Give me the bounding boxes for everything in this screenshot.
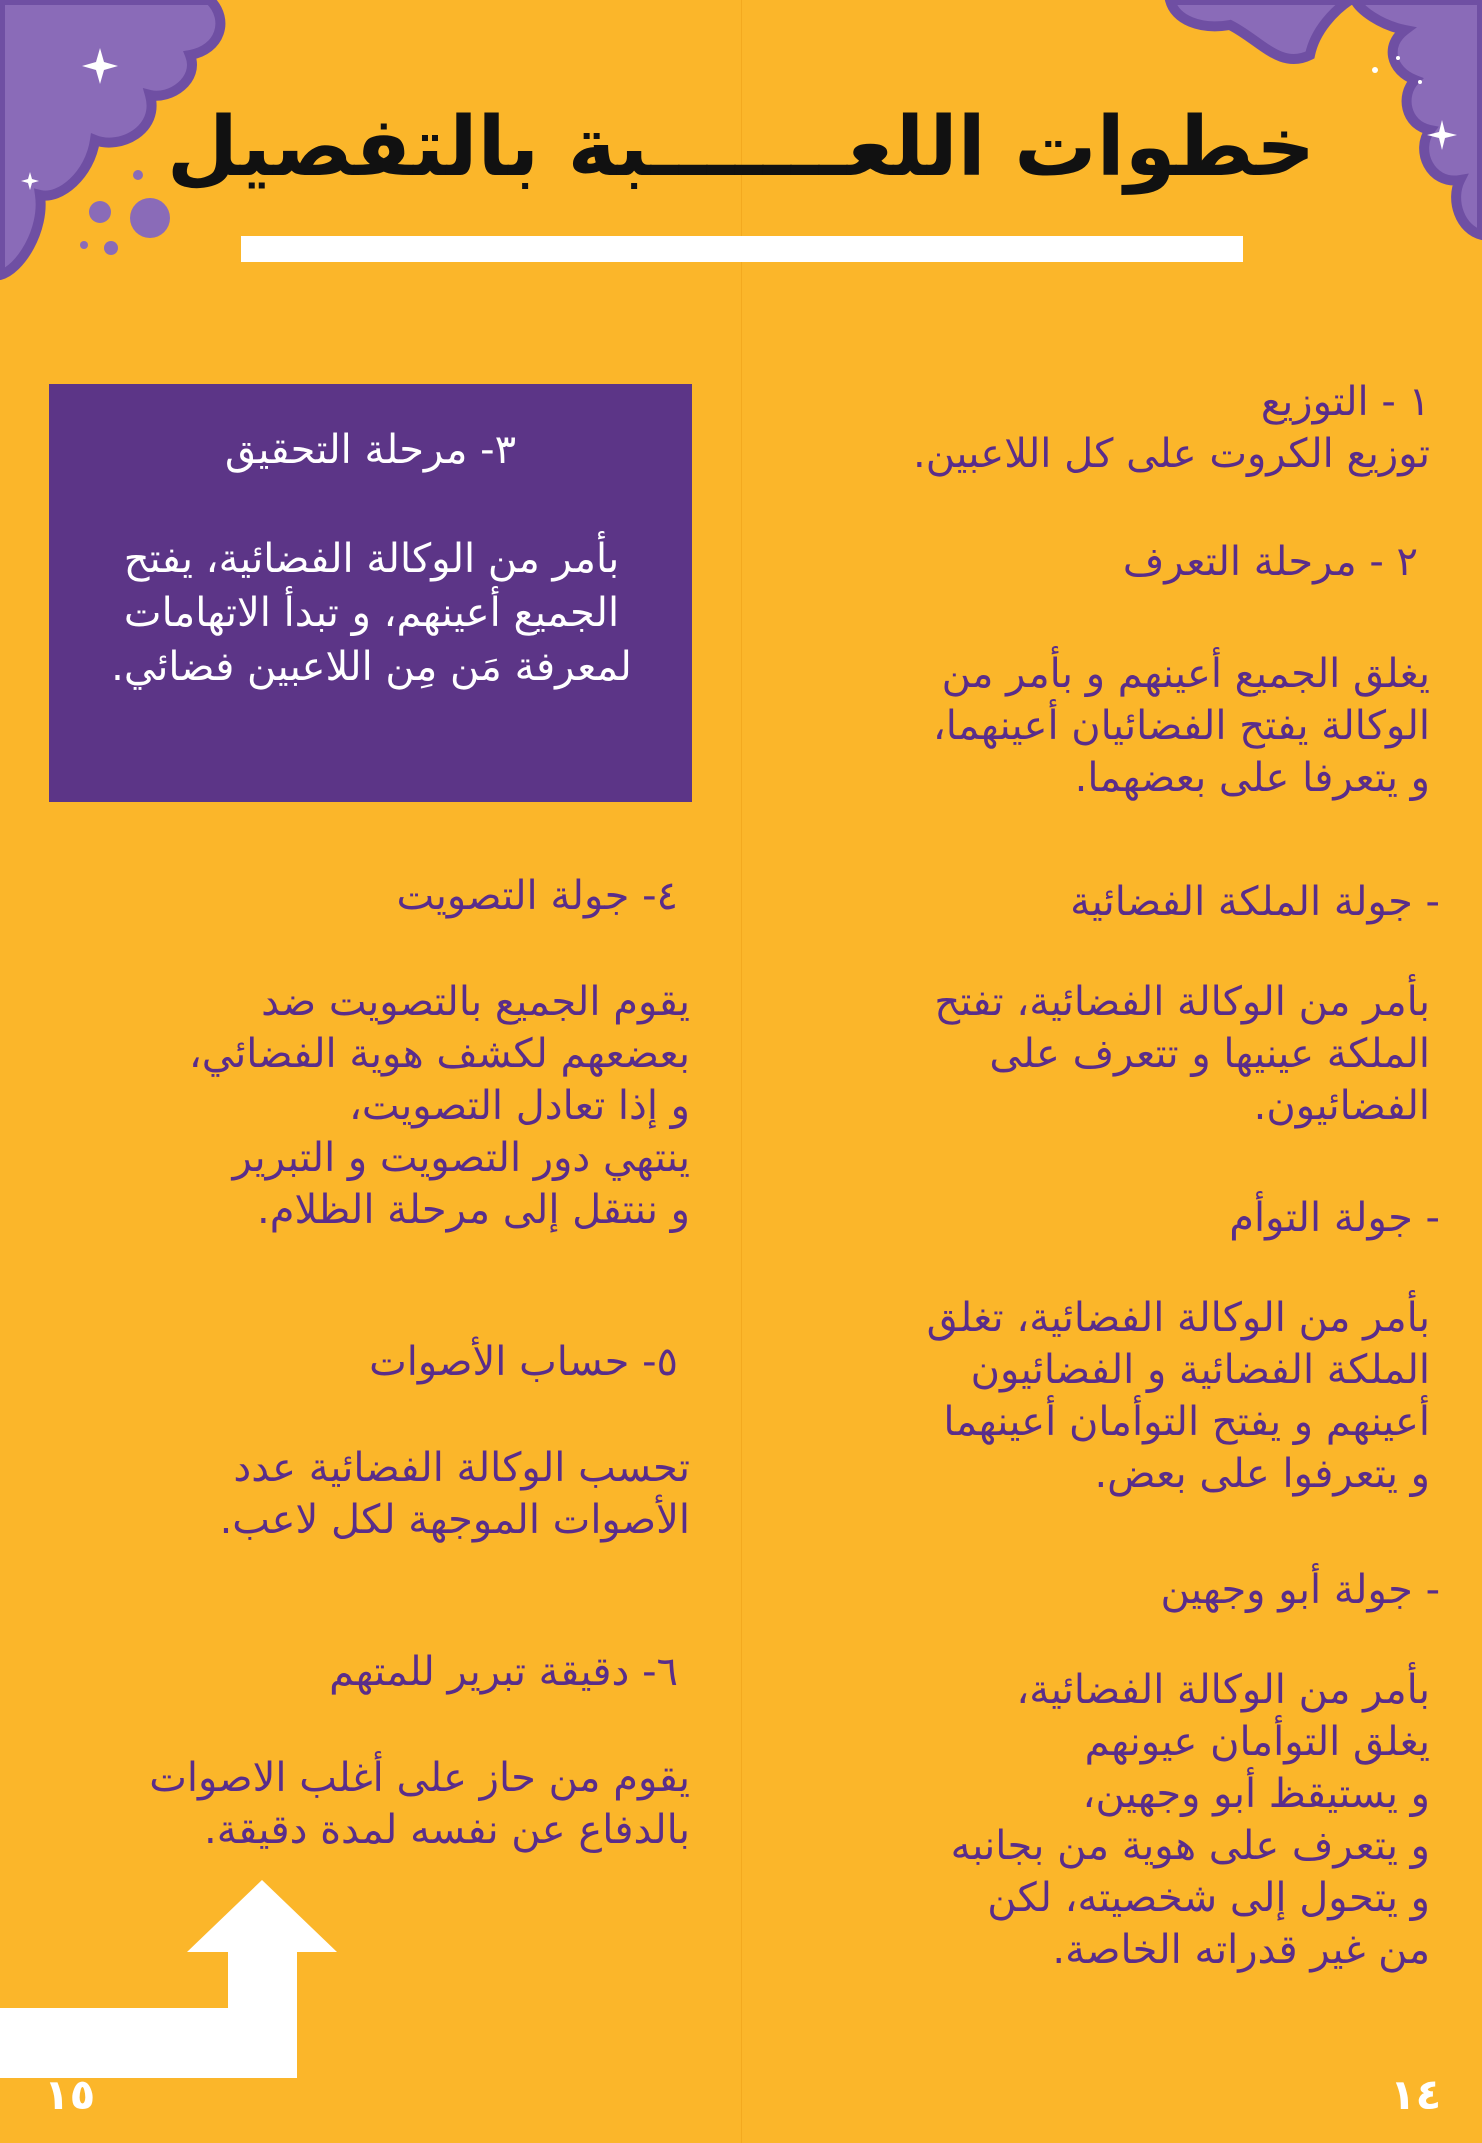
two-face-round-heading: - جولة أبو وجهين xyxy=(1160,1567,1440,1613)
step-6-heading: ٦- دقيقة تبرير للمتهم xyxy=(329,1649,678,1695)
step-1-block xyxy=(860,376,1430,480)
queen-round-heading: - جولة الملكة الفضائية xyxy=(1070,879,1440,925)
page-number-right: ١٤ xyxy=(1390,2070,1442,2119)
up-arrow-icon xyxy=(0,1878,340,2078)
page-number-left: ١٥ xyxy=(44,2070,96,2119)
step-6-text: يقوم من حاز على أغلب الاصوات بالدفاع عن نفسه لمدة دقيقة. xyxy=(149,1755,690,1853)
step-4-block xyxy=(60,870,690,1236)
investigation-phase-box xyxy=(49,384,692,802)
twins-round-heading: - جولة التوأم xyxy=(1229,1195,1440,1241)
twins-round-text: بأمر من الوكالة الفضائية، تغلق الملكة الفضائية و الفضائيون أعينهم و يفتح التوأمان أعينهما و يتعرفوا على بعض. xyxy=(926,1295,1430,1497)
twins-round-block xyxy=(800,1192,1440,1500)
two-face-round-text: بأمر من الوكالة الفضائية، يغلق التوأمان عيونهم و يستيقظ أبو وجهين، و يتعرف على هوية من بجانبه و يتحول إلى شخصيته، لكن من غير قدراته الخاصة. xyxy=(950,1667,1430,1973)
step-5-block xyxy=(100,1336,690,1546)
step-6-block xyxy=(60,1646,690,1856)
page-fold-divider xyxy=(741,0,742,2143)
step-2-heading: ٢ - مرحلة التعرف xyxy=(1122,539,1418,585)
step-5-text: تحسب الوكالة الفضائية عدد الأصوات الموجهة لكل لاعب. xyxy=(219,1445,690,1543)
two-face-round-block xyxy=(820,1564,1440,1976)
queen-round-block xyxy=(820,876,1440,1132)
page-title: خطوات اللعـــــــبة بالتفصيل xyxy=(166,100,1316,195)
step-2-text: يغلق الجميع أعينهم و بأمر من الوكالة يفتح الفضائيان أعينهما، و يتعرفا على بعضهما. xyxy=(932,651,1430,801)
step-4-text: يقوم الجميع بالتصويت ضد بعضعهم لكشف هوية الفضائي، و إذا تعادل التصويت، ينتهي دور التصويت و التبرير و ننتقل إلى مرحلة الظلام. xyxy=(188,979,690,1233)
step-4-heading: ٤- جولة التصويت xyxy=(396,873,678,919)
step-2-block xyxy=(800,536,1430,804)
step-1-heading: ١ - التوزيع xyxy=(1260,379,1430,425)
title-underline xyxy=(241,236,1243,262)
investigation-phase-text: بأمر من الوكالة الفضائية، يفتح الجميع أعينهم، و تبدأ الاتهامات لمعرفة مَن مِن اللاعبين فضائي. xyxy=(111,536,632,690)
step-1-text: توزيع الكروت على كل اللاعبين. xyxy=(913,431,1430,477)
queen-round-text: بأمر من الوكالة الفضائية، تفتح الملكة عينيها و تتعرف على الفضائيون. xyxy=(934,979,1430,1129)
investigation-phase-heading: ٣- مرحلة التحقيق xyxy=(224,427,517,473)
step-5-heading: ٥- حساب الأصوات xyxy=(369,1339,678,1385)
